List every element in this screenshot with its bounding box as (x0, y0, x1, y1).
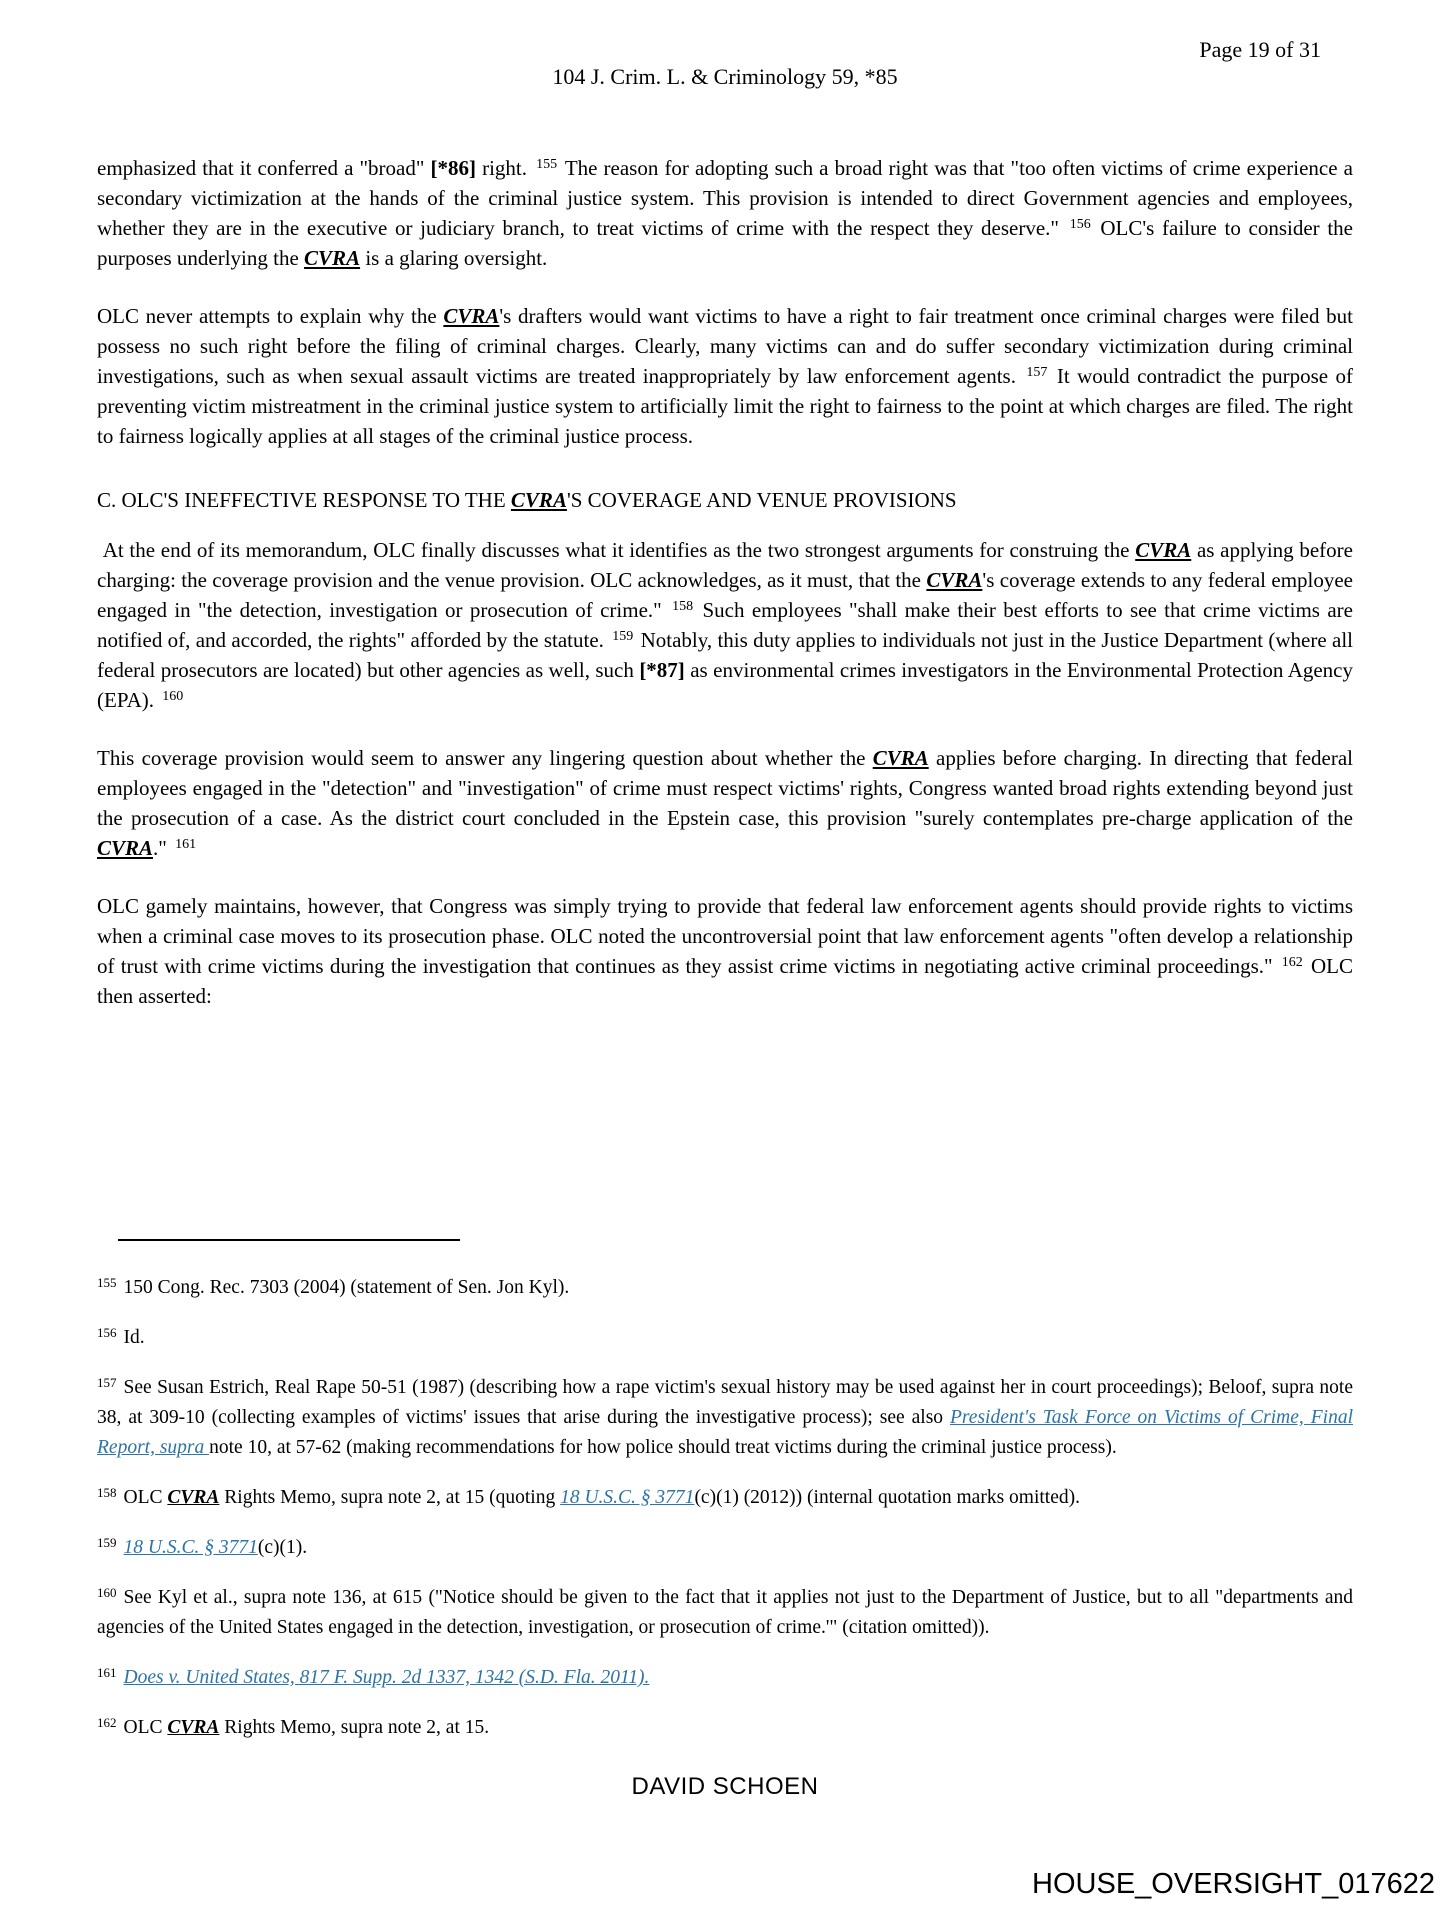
footnote-text (124, 1487, 1080, 1508)
footnote-text (124, 1327, 145, 1348)
text-run: Id. (123, 1327, 145, 1348)
page-number-label: Page 19 of 31 (1199, 37, 1321, 62)
text-run: 's drafters would want victims to have a right to fair treatment once criminal charges were filed but possess no such right before the filing of criminal charges. Clearly, many victims can and do suffer secondary victimization during criminal investigations, such as when sexual assault victims are treated inappropriately by law enforcement agents. (97, 304, 1353, 388)
text-run: [*86] (430, 156, 477, 180)
text-run: At the end of its memorandum, OLC finally discusses what it identifies as the two strongest arguments for construing the (97, 538, 1136, 562)
text-run: 's coverage extends to any federal employee engaged in "the detection, investigation or prosecution of crime." (97, 568, 1354, 622)
footnote-number: 159 (97, 1535, 117, 1550)
text-run: OLC then asserted: (97, 954, 1353, 1008)
footnote-reference: 159 (612, 629, 634, 644)
footnote-reference: 161 (175, 837, 197, 852)
text-run: OLC gamely maintains, however, that Congress was simply trying to provide that federal law enforcement agents should provide rights to victims when a criminal case moves to its prosecution phase. OLC noted the uncontroversial point that law enforcement agents "often develop a relationship of trust with crime victims during the investigation that continues as they assist crime victims in negotiating active criminal proceedings." (97, 894, 1353, 978)
text-run: CVRA (510, 488, 567, 512)
text-run: OLC never attempts to explain why the (97, 304, 444, 328)
footnote-number: 158 (97, 1485, 117, 1500)
text-run: applies before charging. In directing that federal employees engaged in the "detection" and "investigation" of crime must respect victims' rights, Congress wanted broad rights extending beyond just the prosecution of a case. As the district court concluded in the Epstein case, this provision "surely contemplates pre-charge application of the (97, 746, 1353, 830)
footnote-157 (97, 1373, 1353, 1463)
footnote-reference: 157 (1026, 365, 1048, 380)
body-paragraph (97, 535, 1353, 715)
text-run: OLC (123, 1487, 168, 1508)
text-run: Rights Memo, supra note 2, at 15 (quoting (219, 1487, 561, 1508)
text-run: emphasized that it conferred a "broad" (97, 156, 431, 180)
body-paragraph (97, 301, 1353, 451)
footnote-text (97, 1377, 1353, 1458)
text-run: CVRA (443, 304, 500, 328)
footnote-text (124, 1717, 490, 1738)
footnote-number: 160 (97, 1585, 117, 1600)
journal-citation-header: 104 J. Crim. L. & Criminology 59, *85 (552, 64, 898, 89)
text-run: The reason for adopting such a broad right was that "too often victims of crime experience a secondary victimization at the hands of the criminal justice system. This provision is intended to direct Government agencies and employees, whether they are in the executive or judiciary branch, to treat victims of crime with the respect they deserve." (97, 156, 1353, 240)
body-paragraph (97, 153, 1353, 273)
text-run: CVRA (1135, 538, 1192, 562)
text-run: ." (153, 836, 173, 860)
text-run: note 10, at 57-62 (making recommendations for how police should treat victims during the criminal justice process). (209, 1437, 1117, 1458)
section-heading (97, 485, 1353, 515)
footnote-text (97, 1587, 1353, 1638)
text-run: Such employees "shall make their best efforts to see that crime victims are notified of, and accorded, the rights" afforded by the statute. (97, 598, 1353, 652)
bates-number: HOUSE_OVERSIGHT_017622 (1032, 1868, 1435, 1900)
text-run: It would contradict the purpose of preventing victim mistreatment in the criminal justice system to artificially limit the right to fairness to the point at which charges are filed. The right to fairness logically applies at all stages of the criminal justice process. (97, 364, 1353, 448)
text-run: right. (476, 156, 534, 180)
text-run: OLC (123, 1717, 168, 1738)
text-run: [*87] (639, 658, 685, 682)
text-run: CVRA (926, 568, 983, 592)
footnote-list (97, 1273, 1353, 1743)
text-run: This coverage provision would seem to answer any lingering question about whether the (97, 746, 873, 770)
text-run: CVRA (167, 1717, 220, 1738)
footnote-156 (97, 1323, 1353, 1353)
text-run: C. OLC'S INEFFECTIVE RESPONSE TO THE (97, 488, 511, 512)
author-name-footer: DAVID SCHOEN (631, 1773, 819, 1800)
footnote-reference: 155 (536, 157, 558, 172)
text-run: Notably, this duty applies to individuals not just in the Justice Department (where all federal prosecutors are located) but other agencies as well, such (97, 628, 1353, 682)
footnote-reference: 160 (162, 689, 184, 704)
text-run: is a glaring oversight. (360, 246, 548, 270)
body-paragraph (97, 891, 1353, 1011)
text-run: 'S COVERAGE AND VENUE PROVISIONS (566, 488, 957, 512)
footnote-section (97, 1239, 1353, 1801)
document-body (97, 153, 1353, 1011)
footnote-159 (97, 1533, 1353, 1563)
citation-link[interactable]: 18 U.S.C. § 3771 (123, 1537, 258, 1558)
body-paragraph (97, 743, 1353, 863)
text-run: See Kyl et al., supra note 136, at 615 ("Notice should be given to the fact that it applies not just to the Department of Justice, but to all "departments and agencies of the United States engaged in the detection, investigation, or prosecution of crime.'" (citation omitted)). (97, 1587, 1353, 1638)
footnote-reference: 158 (672, 599, 694, 614)
text-run: as applying before charging: the coverage provision and the venue provision. OLC acknowledges, as it must, that the (97, 538, 1353, 592)
footnote-text (124, 1277, 570, 1298)
citation-link[interactable]: Does v. United States, 817 F. Supp. 2d 1337, 1342 (S.D. Fla. 2011). (123, 1667, 650, 1688)
footnote-160 (97, 1583, 1353, 1643)
text-run: See Susan Estrich, Real Rape 50-51 (1987) (describing how a rape victim's sexual history may be used against her in court proceedings); Beloof, supra note 38, at 309-10 (collecting examples of victims' issues that arise during the investigative process); see also (97, 1377, 1353, 1428)
text-run: OLC's failure to consider the purposes underlying the (97, 216, 1353, 270)
citation-link[interactable]: President's Task Force on Victims of Crime, Final Report, supra (97, 1407, 1353, 1458)
footnote-text (124, 1667, 650, 1688)
footnote-162 (97, 1713, 1353, 1743)
footnote-reference: 156 (1069, 217, 1091, 232)
text-run: CVRA (872, 746, 929, 770)
footnote-text (124, 1537, 308, 1558)
citation-link[interactable]: 18 U.S.C. § 3771 (560, 1487, 695, 1508)
footnote-155 (97, 1273, 1353, 1303)
footnote-number: 161 (97, 1665, 117, 1680)
footnote-separator-rule (118, 1239, 460, 1241)
text-run: as environmental crimes investigators in the Environmental Protection Agency (EPA). (97, 658, 1354, 712)
footnote-reference: 162 (1281, 955, 1303, 970)
text-run: 150 Cong. Rec. 7303 (2004) (statement of Sen. Jon Kyl). (123, 1277, 570, 1298)
text-run: (c)(1) (2012)) (internal quotation marks omitted). (694, 1487, 1080, 1508)
footnote-number: 155 (97, 1275, 117, 1290)
footnote-number: 162 (97, 1715, 117, 1730)
text-run: Rights Memo, supra note 2, at 15. (219, 1717, 490, 1738)
footnote-158 (97, 1483, 1353, 1513)
footnote-number: 157 (97, 1375, 117, 1390)
text-run: CVRA (304, 246, 361, 270)
text-run: CVRA (167, 1487, 220, 1508)
footnote-161 (97, 1663, 1353, 1693)
text-run: CVRA (97, 836, 154, 860)
footnote-number: 156 (97, 1325, 117, 1340)
text-run: (c)(1). (257, 1537, 308, 1558)
